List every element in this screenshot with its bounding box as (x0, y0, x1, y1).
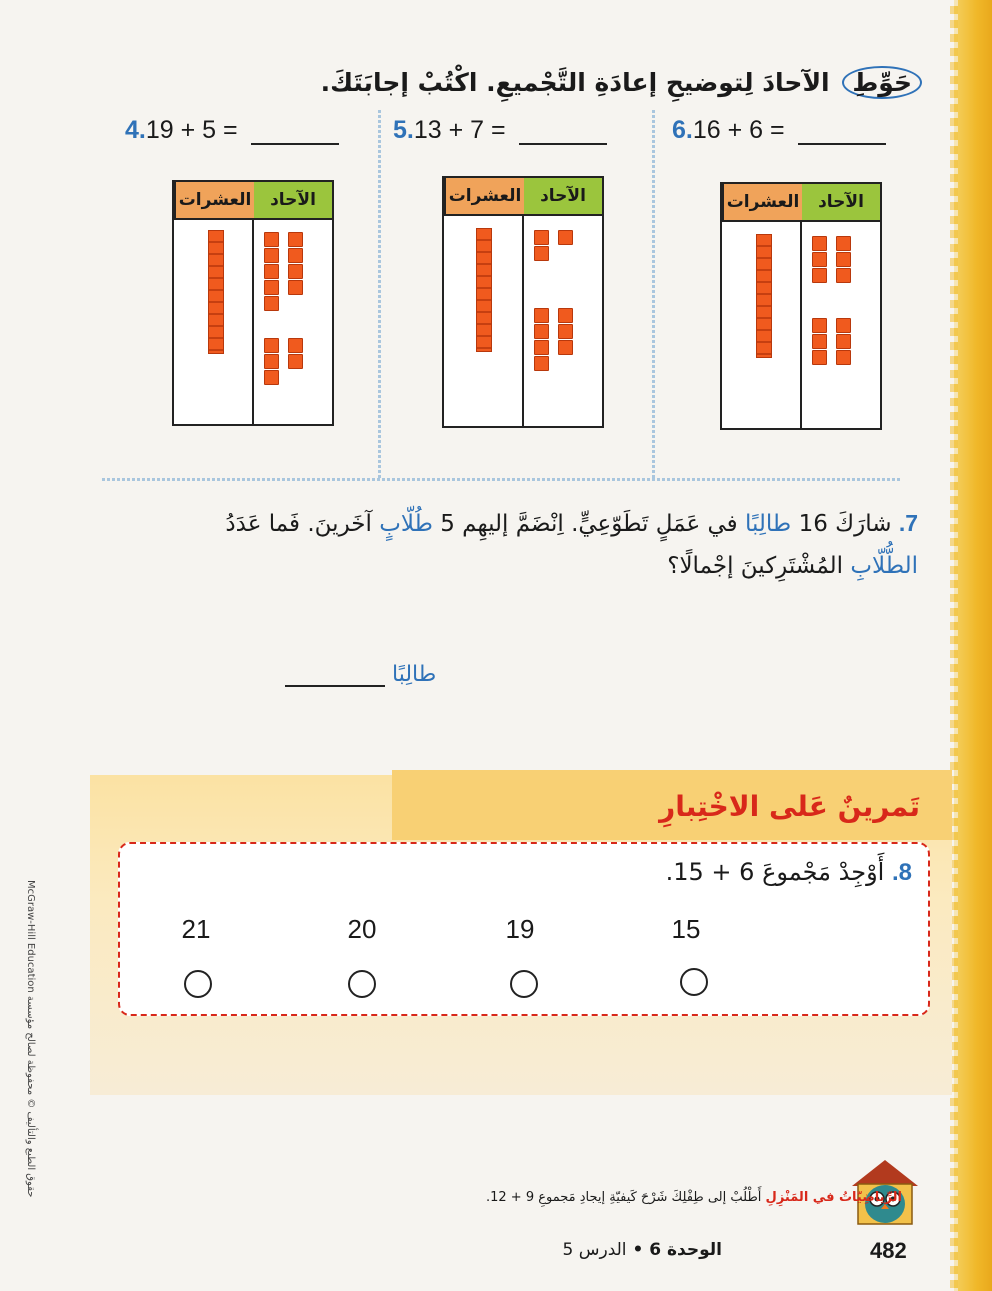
header-ones: الآحاد (802, 184, 880, 220)
one-cube[interactable] (812, 318, 827, 333)
column-line (522, 216, 524, 426)
one-cube[interactable] (288, 338, 303, 353)
one-cube[interactable] (836, 236, 851, 251)
problem-number: 4. (125, 116, 146, 144)
question-8 (666, 858, 912, 887)
one-cube[interactable] (812, 252, 827, 267)
one-cube[interactable] (812, 268, 827, 283)
one-cube[interactable] (836, 268, 851, 283)
one-cube[interactable] (264, 370, 279, 385)
question-text: في عَمَلٍ تَطَوّعِيٍّ. اِنْضَمَّ إليهِم 5 (432, 511, 745, 537)
page-edge-decoration (954, 0, 992, 1291)
problem-6 (672, 116, 886, 145)
one-cube[interactable] (558, 308, 573, 323)
one-cube[interactable] (836, 318, 851, 333)
one-cube[interactable] (288, 248, 303, 263)
question-text: آخَرينَ. فَما عَدَدُ (225, 511, 380, 537)
one-cube[interactable] (812, 334, 827, 349)
vocab-word: طالِبًا (744, 511, 792, 537)
problem-expression: 16 + 6 = (692, 116, 785, 144)
question-text: المُشْتَرِكينَ إجْمالًا؟ (667, 553, 851, 579)
one-cube[interactable] (534, 230, 549, 245)
header-ones: الآحاد (524, 178, 602, 214)
one-cube[interactable] (288, 232, 303, 247)
one-cube[interactable] (534, 246, 549, 261)
problem-5 (393, 116, 607, 145)
one-cube[interactable] (812, 350, 827, 365)
instructions (321, 66, 922, 99)
practice-title: تَمرينٌ عَلى الاخْتِبارِ (659, 790, 920, 823)
problem-number: 5. (393, 116, 414, 144)
answer-7 (285, 662, 436, 687)
place-value-chart-6 (720, 182, 882, 430)
question-text: شارَكَ 16 (791, 511, 892, 537)
math-at-home (486, 1190, 902, 1205)
question-number: 8. (891, 859, 912, 886)
problem-expression: 19 + 5 = (145, 116, 238, 144)
lesson-label: الدرس 5 (562, 1240, 627, 1260)
column-line (252, 220, 254, 424)
choice-label: 19 (505, 914, 535, 944)
ten-rod (208, 230, 224, 354)
answer-blank[interactable] (798, 121, 886, 145)
footer (563, 1240, 722, 1260)
one-cube[interactable] (836, 350, 851, 365)
one-cube[interactable] (264, 338, 279, 353)
one-cube[interactable] (264, 354, 279, 369)
answer-bubble[interactable] (348, 970, 376, 998)
one-cube[interactable] (288, 280, 303, 295)
one-cube[interactable] (264, 280, 279, 295)
home-label: الرِّياضِيّاتُ في المَنْزِلِ (765, 1190, 902, 1205)
header-ones: الآحاد (254, 182, 332, 218)
header-tens: العشرات (174, 182, 254, 218)
choice-label: 20 (347, 914, 377, 944)
page-number: 482 (870, 1238, 907, 1263)
vocab-word: الطُّلّابِ (850, 553, 918, 579)
answer-blank[interactable] (251, 121, 339, 145)
place-value-chart-4 (172, 180, 334, 426)
one-cube[interactable] (558, 230, 573, 245)
one-cube[interactable] (558, 324, 573, 339)
header-tens: العشرات (722, 184, 802, 220)
answer-unit: طالِبًا (392, 662, 437, 687)
answer-blank[interactable] (285, 665, 385, 687)
one-cube[interactable] (288, 354, 303, 369)
one-cube[interactable] (836, 252, 851, 267)
choice-label: 15 (671, 914, 701, 944)
separator: • (626, 1240, 650, 1260)
circled-word: حَوِّطِ (842, 66, 922, 99)
question-7 (158, 502, 918, 587)
answer-bubble[interactable] (680, 968, 708, 996)
section-divider (102, 478, 902, 481)
copyright-credit: McGraw-Hill Education حقوق الطبع والتأليف © محفوظة لصالح مؤسسة (25, 880, 36, 1198)
one-cube[interactable] (264, 264, 279, 279)
column-divider (652, 110, 655, 478)
one-cube[interactable] (812, 236, 827, 251)
home-text: أَطْلُبْ إلى طِفْلِكَ شَرْحَ كَيفيّةِ إيجادِ مَجموعِ 9 + 12. (485, 1190, 766, 1205)
place-value-chart-5 (442, 176, 604, 428)
choice-label: 21 (181, 914, 211, 944)
column-line (800, 222, 802, 428)
ten-rod (476, 228, 492, 352)
one-cube[interactable] (288, 264, 303, 279)
one-cube[interactable] (264, 248, 279, 263)
one-cube[interactable] (836, 334, 851, 349)
answer-bubble[interactable] (510, 970, 538, 998)
answer-blank[interactable] (519, 121, 607, 145)
instructions-text: الآحادَ لِتوضيحِ إعادَةِ التَّجْميعِ. اكْتُبْ إجابَتَكَ. (320, 68, 830, 97)
question-number: 7. (898, 510, 918, 536)
question-text: أَوْجِدْ مَجْموعَ 6 + 15. (665, 858, 885, 886)
one-cube[interactable] (534, 340, 549, 355)
ten-rod (756, 234, 772, 358)
one-cube[interactable] (264, 296, 279, 311)
one-cube[interactable] (534, 308, 549, 323)
one-cube[interactable] (264, 232, 279, 247)
unit-label: الوحدة 6 (649, 1240, 722, 1260)
answer-bubble[interactable] (184, 970, 212, 998)
one-cube[interactable] (534, 324, 549, 339)
header-tens: العشرات (444, 178, 524, 214)
column-divider (378, 110, 381, 478)
vocab-word: طُلّابٍ (379, 511, 433, 537)
problem-4 (125, 116, 339, 145)
one-cube[interactable] (534, 356, 549, 371)
problem-number: 6. (672, 116, 693, 144)
one-cube[interactable] (558, 340, 573, 355)
problem-expression: 13 + 7 = (413, 116, 506, 144)
